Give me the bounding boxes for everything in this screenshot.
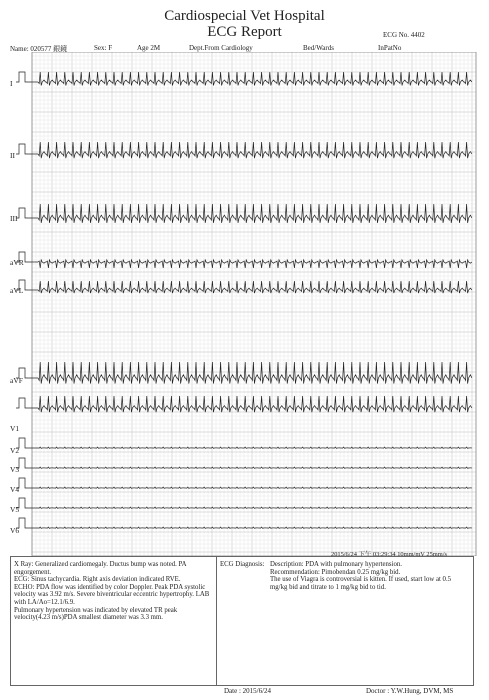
lead-label-v2: V2 bbox=[10, 446, 20, 455]
lead-label-avr: aVR bbox=[10, 258, 24, 267]
calibration-pulse bbox=[16, 144, 32, 154]
diagnosis-text: Description: PDA with pulmonary hypertension. Recommendation: Pimobendan 0.25 mg/kg bid. The use of Viagra is controversial is kitten. If used, start low at 0.5 mg/kg bid and titrate to 1 mg/kg bid to tid. bbox=[270, 561, 452, 591]
lead-label-v5: V5 bbox=[10, 505, 20, 514]
lead-label-ii: II bbox=[10, 151, 15, 160]
diagnosis-label: ECG Diagnosis: bbox=[220, 561, 265, 568]
lead-label-avf: aVF bbox=[10, 376, 23, 385]
bed-wards: Bed/Wards bbox=[303, 44, 334, 52]
lead-label-iii: III bbox=[10, 214, 18, 223]
ecg-grid bbox=[4, 52, 485, 556]
clinical-findings: X Ray: Generalized cardiomegaly. Ductus bump was noted. PA engorgement. ECG: Sinus tachycardia. Right axis deviation indicated RVE. ECHO: PDA flow was identified by color Doppler. Peak PDA systolic velocity was 3.92 m/s. Severe biventricular eccentric hypertrophy. LAB with LA/Ao=12.1/6.9. Pulmonary hypertension was indicated by elevated TR peak velocity(4.23 m/s)PDA smallest diameter was 3.3 mm. bbox=[14, 561, 210, 622]
department: Dept.From Cardiology bbox=[189, 44, 253, 52]
lead-label-v3: V3 bbox=[10, 465, 20, 474]
doctor-name: Doctor : Y.W.Hung, DVM, MS bbox=[366, 687, 454, 695]
lead-label-i: I bbox=[10, 79, 13, 88]
hospital-name: Cardiospecial Vet Hospital bbox=[164, 8, 325, 24]
inpatient-number: InPatNo bbox=[378, 44, 402, 52]
report-title: ECG Report bbox=[207, 24, 282, 40]
recording-stamp: 2015/6/24 下午 03:29:34 10mm/mV 25mm/s bbox=[331, 551, 447, 558]
calibration-pulse bbox=[16, 208, 32, 218]
calibration-pulse bbox=[16, 72, 32, 82]
calibration-pulse bbox=[16, 398, 32, 408]
report-date: Date : 2015/6/24 bbox=[224, 687, 272, 695]
patient-sex: Sex: F bbox=[94, 44, 113, 52]
patient-name: Name: 020577 銀鏡 bbox=[10, 45, 68, 53]
patient-age: Age 2M bbox=[137, 44, 161, 52]
lead-label-v1: V1 bbox=[10, 424, 20, 433]
lead-label-v4: V4 bbox=[10, 485, 20, 494]
ecg-number: ECG No. 4402 bbox=[383, 31, 425, 39]
lead-label-avl: aVL bbox=[10, 286, 24, 295]
lead-label-v6: V6 bbox=[10, 526, 20, 535]
remarks-divider bbox=[216, 557, 217, 685]
remarks-box bbox=[10, 556, 474, 686]
